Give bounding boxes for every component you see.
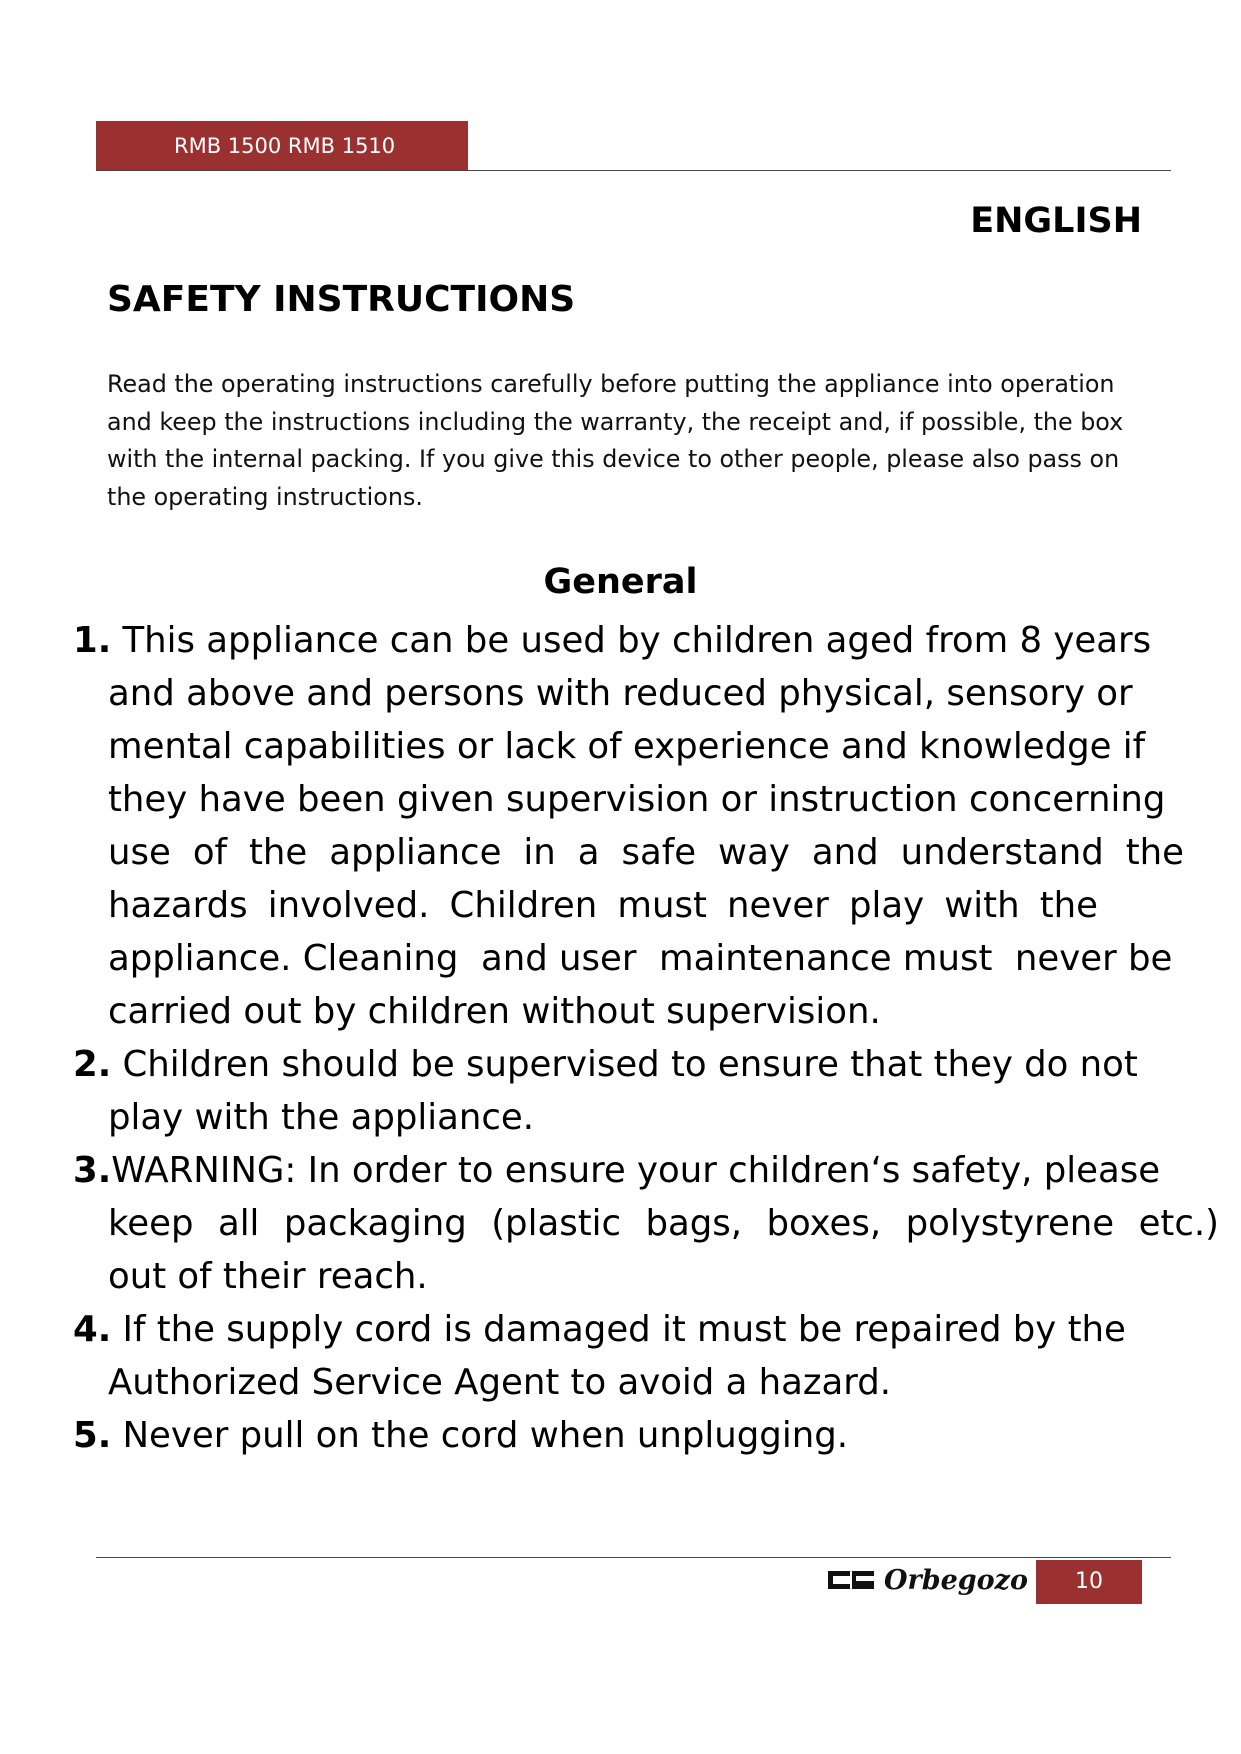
intro-line: and keep the instructions including the warranty, the receipt and, if possible, the box <box>107 407 1124 436</box>
item-line: appliance. Cleaning and user maintenance must never be <box>108 938 1173 979</box>
list-item <box>73 1303 1219 1409</box>
language-label: ENGLISH <box>970 201 1142 241</box>
footer-divider <box>96 1557 1171 1558</box>
item-number: 2. <box>73 1044 112 1085</box>
brand-logo <box>828 1560 1028 1600</box>
item-line: Authorized Service Agent to avoid a hazard. <box>108 1362 892 1403</box>
item-line: hazards involved. Children must never play with the <box>108 885 1098 926</box>
intro-line: the operating instructions. <box>107 482 423 511</box>
item-line: carried out by children without supervision. <box>108 991 881 1032</box>
item-line: out of their reach. <box>108 1256 428 1297</box>
intro-paragraph <box>107 366 1132 516</box>
item-number: 4. <box>73 1309 112 1350</box>
item-line: play with the appliance. <box>108 1097 535 1138</box>
item-line: If the supply cord is damaged it must be repaired by the <box>111 1309 1126 1350</box>
list-item <box>73 1038 1219 1144</box>
list-item <box>73 614 1219 1038</box>
list-item <box>73 1409 1219 1462</box>
list-item <box>73 1144 1219 1303</box>
safety-list <box>73 614 1219 1462</box>
item-number: 5. <box>73 1415 112 1456</box>
model-label: RMB 1500 RMB 1510 <box>174 134 396 158</box>
item-line: keep all packaging (plastic bags, boxes, polystyrene etc.) <box>108 1203 1219 1244</box>
item-line: use of the appliance in a safe way and understand the <box>108 832 1184 873</box>
item-line: WARNING: In order to ensure your children‘s safety, please <box>111 1150 1161 1191</box>
item-line: mental capabilities or lack of experience and knowledge if <box>108 726 1146 767</box>
item-line: Children should be supervised to ensure that they do not <box>111 1044 1138 1085</box>
brand-name: Orbegozo <box>883 1564 1028 1596</box>
intro-line: Read the operating instructions carefully before putting the appliance into operation <box>107 370 1115 398</box>
item-number: 1. <box>73 620 112 661</box>
item-number: 3. <box>73 1150 112 1191</box>
page-number: 10 <box>1036 1560 1142 1604</box>
item-line: and above and persons with reduced physical, sensory or <box>108 673 1133 714</box>
section-heading: General <box>543 562 698 602</box>
item-line: they have been given supervision or instruction concerning <box>108 779 1166 820</box>
header-divider <box>96 170 1171 171</box>
page-title: SAFETY INSTRUCTIONS <box>107 279 576 320</box>
item-line: This appliance can be used by children aged from 8 years <box>111 620 1152 661</box>
header-model-band <box>96 121 468 171</box>
intro-line: with the internal packing. If you give this device to other people, please also pass on <box>107 445 1120 473</box>
orbegozo-logo-icon <box>828 1567 874 1593</box>
item-line: Never pull on the cord when unplugging. <box>111 1415 849 1456</box>
